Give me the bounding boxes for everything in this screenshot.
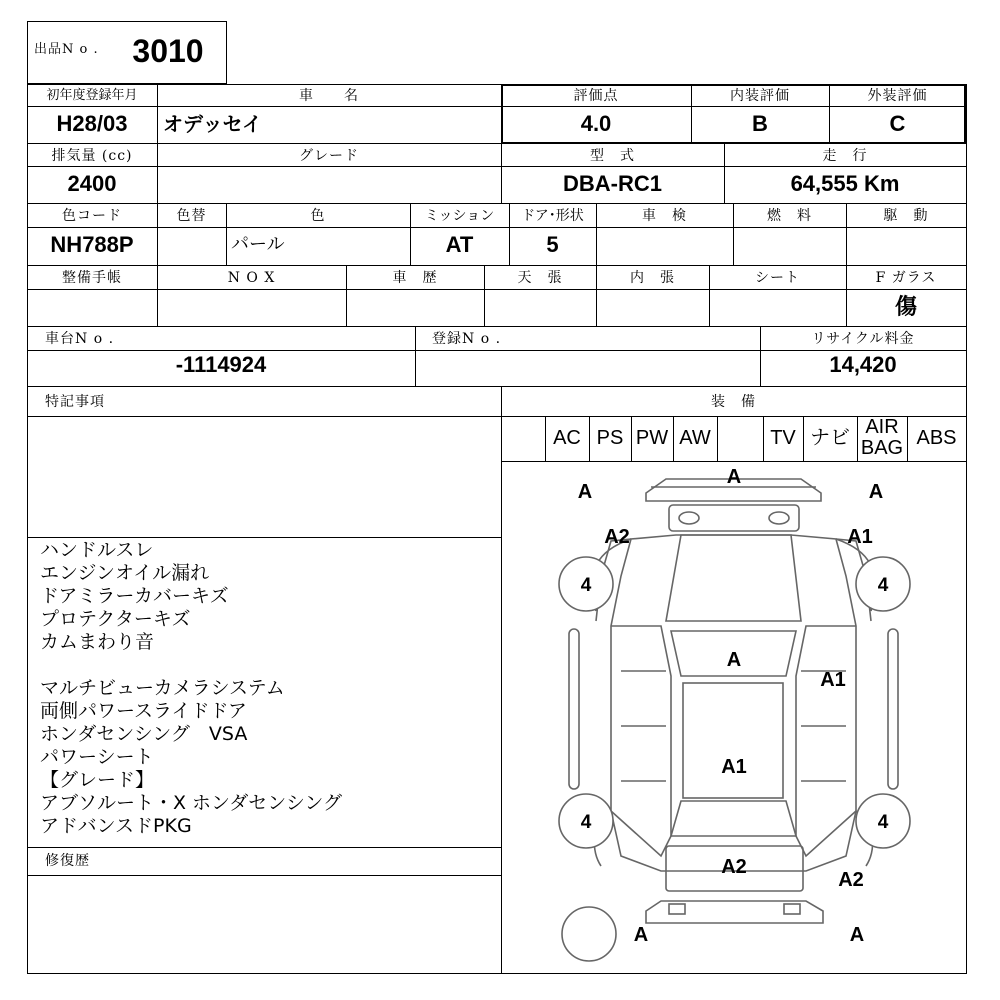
tire-mark: 4 <box>580 575 592 596</box>
grid-line <box>27 265 967 266</box>
mission-value: AT <box>445 232 474 257</box>
grid-line <box>27 203 967 204</box>
notes-label: 特記事項 <box>45 394 105 410</box>
seat-label: シート <box>755 270 800 286</box>
car-name-label: 車 名 <box>299 88 359 104</box>
car-name-value: オデッセイ <box>163 112 262 136</box>
note-line: ホンダセンシング VSA <box>40 723 248 745</box>
interior-lining-label: 内 張 <box>630 270 675 286</box>
lot-label: 出品N o . <box>34 42 99 57</box>
note-line: アブソルート・X ホンダセンシング <box>40 792 342 814</box>
mission-label: ミッション <box>424 208 495 224</box>
grid-line <box>27 326 967 327</box>
grid-line <box>27 289 967 290</box>
front-glass-label: F ガラス <box>875 270 937 286</box>
grade-label: グレード <box>299 148 359 164</box>
note-line: プロテクターキズ <box>40 608 191 630</box>
fuel-label: 燃 料 <box>767 208 812 224</box>
grid-line <box>27 386 967 387</box>
body-outline <box>611 535 856 871</box>
displacement-value: 2400 <box>67 171 117 196</box>
note-line: 【グレード】 <box>40 769 155 791</box>
note-line: アドバンスドPKG <box>40 815 192 837</box>
condition-mark: A1 <box>721 756 747 778</box>
repair-history-label: 修復歴 <box>45 853 90 869</box>
note-line: カムまわり音 <box>40 631 155 653</box>
roof-outline <box>683 683 783 798</box>
reg-date-label: 初年度登録年月 <box>46 88 138 103</box>
grid-line <box>717 416 718 461</box>
interior-grade-value: B <box>752 111 768 136</box>
score-label: 評価点 <box>573 88 619 104</box>
note-line: エンジンオイル漏れ <box>40 562 210 584</box>
grid-line <box>966 84 967 974</box>
hood-outline <box>666 535 801 621</box>
grid-line <box>27 227 967 228</box>
condition-mark: A2 <box>721 856 747 878</box>
model-label: 型 式 <box>590 148 635 164</box>
equipment-aw: AW <box>679 427 711 449</box>
grid-line <box>27 847 501 848</box>
condition-mark: A2 <box>604 526 630 548</box>
note-line: パワーシート <box>40 746 154 768</box>
color-code-label: 色コード <box>62 208 122 224</box>
color-value: パール <box>231 234 285 255</box>
grid-line <box>27 537 501 538</box>
inspection-label: 車 検 <box>642 208 687 224</box>
grid-line <box>27 875 501 876</box>
equipment-label: 装 備 <box>711 394 756 410</box>
repaint-label: 色替 <box>176 208 207 224</box>
grid-line <box>415 326 416 386</box>
equipment-tv: TV <box>770 427 796 449</box>
car-diagram <box>501 461 966 973</box>
tire-mark: 4 <box>877 812 889 833</box>
condition-mark: A2 <box>838 869 864 891</box>
notes-list <box>40 539 495 844</box>
equipment-airbag: AIR BAG <box>860 416 904 459</box>
equipment-navi: ナビ <box>810 427 850 449</box>
chassis-no-value: -1114924 <box>175 352 267 377</box>
equipment-pw: PW <box>635 427 669 449</box>
chassis-no-label: 車台N o . <box>45 331 115 347</box>
condition-mark: A1 <box>847 526 873 548</box>
equipment-ps: PS <box>596 427 624 449</box>
color-label: 色 <box>310 208 326 224</box>
front-grille-outline <box>669 505 799 531</box>
grid-line <box>27 106 501 107</box>
condition-mark: A <box>726 649 742 671</box>
nox-label: N O X <box>227 270 276 286</box>
mileage-label: 走 行 <box>822 148 868 164</box>
drive-label: 駆 動 <box>883 208 929 224</box>
registration-no-label: 登録N o . <box>432 331 502 347</box>
note-line: 両側パワースライドドア <box>40 700 247 722</box>
service-book-label: 整備手帳 <box>62 270 122 286</box>
spare-tire <box>562 907 616 961</box>
grid-line <box>27 166 967 167</box>
color-code-value: NH788P <box>50 232 134 257</box>
door-value: 5 <box>546 232 559 257</box>
grid-line <box>501 106 966 107</box>
equipment-abs: ABS <box>916 427 957 449</box>
lot-number: 3010 <box>132 33 204 69</box>
score-value: 4.0 <box>580 111 612 136</box>
exterior-grade-label: 外装評価 <box>867 88 928 104</box>
front-glass-value: 傷 <box>894 294 917 319</box>
note-line: ドアミラーカバーキズ <box>40 585 229 607</box>
recycle-fee-value: 14,420 <box>829 352 897 377</box>
interior-grade-label: 内装評価 <box>730 88 790 104</box>
door-label: ドア･形状 <box>521 208 584 224</box>
tire-mark: 4 <box>580 812 592 833</box>
condition-mark: A1 <box>820 669 846 691</box>
reg-date-value: H28/03 <box>56 111 128 136</box>
equipment-ac: AC <box>553 427 581 449</box>
recycle-fee-label: リサイクル料金 <box>811 331 915 347</box>
roof-lining-label: 天 張 <box>517 270 563 286</box>
note-line: マルチビューカメラシステム <box>40 677 285 699</box>
condition-mark: A <box>633 924 649 946</box>
condition-mark: A <box>849 924 865 946</box>
mileage-value: 64,555 Km <box>790 171 900 196</box>
condition-mark: A <box>868 481 884 503</box>
car-history-label: 車 歴 <box>392 270 438 286</box>
grid-line <box>27 973 967 974</box>
condition-mark: A <box>577 481 593 503</box>
note-line: ハンドルスレ <box>40 539 154 561</box>
tire-mark: 4 <box>877 575 889 596</box>
displacement-label: 排気量 (cc) <box>51 148 133 164</box>
condition-mark: A <box>726 466 742 488</box>
exterior-grade-value: C <box>889 111 906 136</box>
model-value: DBA-RC1 <box>563 171 662 196</box>
equipment-row <box>501 416 966 461</box>
